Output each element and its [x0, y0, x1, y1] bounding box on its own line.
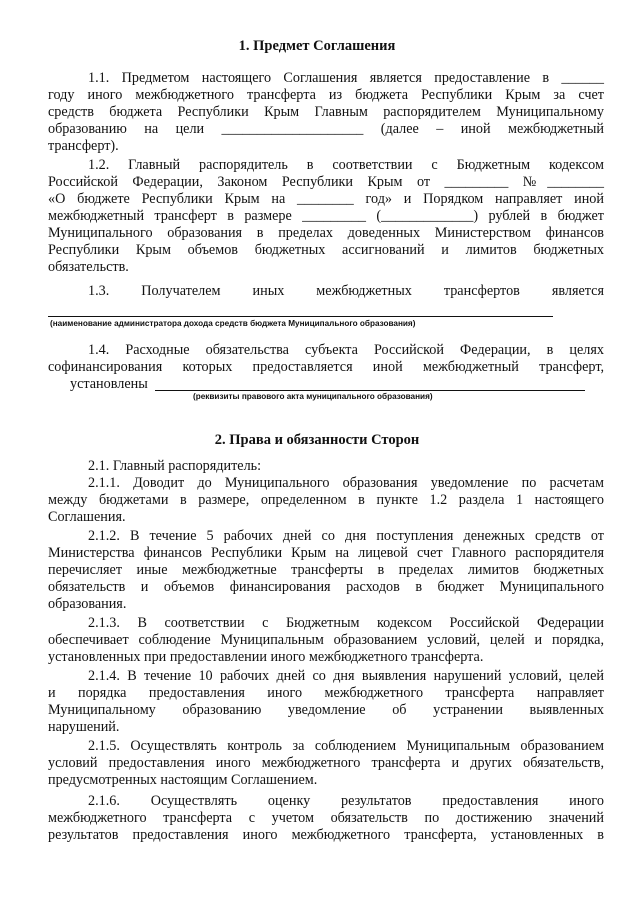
paragraph-line: 2.1.3. В соответствии с Бюджетным кодексом Российской Федерации [88, 615, 604, 631]
paragraph-line: Муниципальному образованию уведомление об устранении выявленных [48, 702, 604, 718]
paragraph-line: установлены [70, 376, 148, 392]
paragraph-line: 2.1.4. В течение 10 рабочих дней со дня выявления нарушений условий, целей [88, 668, 604, 684]
paragraph-line: трансферт). [48, 138, 119, 154]
paragraph-line: 2.1.6. Осуществлять оценку результатов предоставления иного [88, 793, 604, 809]
paragraph-line: обязательств и объемов финансирования расходов в бюджет Муниципального [48, 579, 604, 595]
paragraph-line: 1.3. Получателем иных межбюджетных трансфертов является [88, 283, 604, 299]
paragraph-line: образования. [48, 596, 127, 612]
paragraph-line: Республики Крым объемов бюджетных ассигнований и лимитов бюджетных [48, 242, 604, 258]
paragraph-line: 2.1. Главный распорядитель: [88, 458, 262, 474]
paragraph-line: обязательств. [48, 259, 129, 275]
paragraph-line: результатов предоставления иного межбюджетного трансферта, установленных в [48, 827, 604, 843]
paragraph-line: «О бюджете Республики Крым на ________ год» и Порядком направляет иной [48, 191, 604, 207]
paragraph-line: 1.4. Расходные обязательства субъекта Российской Федерации, в целях [88, 342, 604, 358]
paragraph-line: обеспечивает соблюдение Муниципальным образованием условий, целей и порядка, [48, 632, 604, 648]
paragraph-line: Министерства финансов Республики Крым на лицевой счет Главного распорядителя [48, 545, 604, 561]
paragraph-line: между бюджетами в размере, определенном в пункте 1.2 раздела 1 настоящего [48, 492, 604, 508]
paragraph-line: предусмотренных настоящим Соглашением. [48, 772, 318, 788]
paragraph-line: Муниципального образования в пределах доведенных Министерством финансов [48, 225, 604, 241]
paragraph-line: образованию на цели ____________________ (далее – иной межбюджетный [48, 121, 604, 137]
paragraph-line: 2.1.5. Осуществлять контроль за соблюдением Муниципальным образованием [88, 738, 604, 754]
paragraph-line: 1.1. Предметом настоящего Соглашения является предоставление в ______ [88, 70, 604, 86]
paragraph-line: софинансирования которых предоставляется иной межбюджетный трансферт, [48, 359, 604, 375]
paragraph-line: средств бюджета Республики Крым Главным распорядителем Муниципальному [48, 104, 604, 120]
paragraph-line: установленных при предоставлении иного межбюджетного трансферта. [48, 649, 484, 665]
field-caption: (реквизиты правового акта муниципального образования) [193, 392, 433, 401]
paragraph-line: межбюджетный трансферт в размере _________ (_____________) рублей в бюджет [48, 208, 604, 224]
paragraph-line: 2.1.1. Доводит до Муниципального образования уведомление по расчетам [88, 475, 604, 491]
paragraph-line: и порядка предоставления иного межбюджетного трансферта направляет [48, 685, 604, 701]
paragraph-line: условий предоставления иного межбюджетного трансферта и других обязательств, [48, 755, 604, 771]
paragraph-line: межбюджетного трансферта с учетом обязательств по достижению значений [48, 810, 604, 826]
fill-in-line [48, 316, 553, 317]
paragraph-line: нарушений. [48, 719, 120, 735]
paragraph-line: году иного межбюджетного трансферта из бюджета Республики Крым за счет [48, 87, 604, 103]
paragraph-line: 2.1.2. В течение 5 рабочих дней со дня поступления денежных средств от [88, 528, 604, 544]
paragraph-line: 1.2. Главный распорядитель в соответствии с Бюджетным кодексом [88, 157, 604, 173]
section-2-heading: 2. Права и обязанности Сторон [214, 432, 420, 448]
field-caption: (наименование администратора дохода средств бюджета Муниципального образования) [50, 319, 416, 328]
paragraph-line: Соглашения. [48, 509, 126, 525]
fill-in-line [155, 390, 585, 391]
paragraph-line: Российской Федерации, Законом Республики Крым от _________ №________ [48, 174, 604, 190]
section-1-heading: 1. Предмет Соглашения [238, 38, 396, 54]
paragraph-line: перечисляет иные межбюджетные трансферты в пределах лимитов бюджетных [48, 562, 604, 578]
